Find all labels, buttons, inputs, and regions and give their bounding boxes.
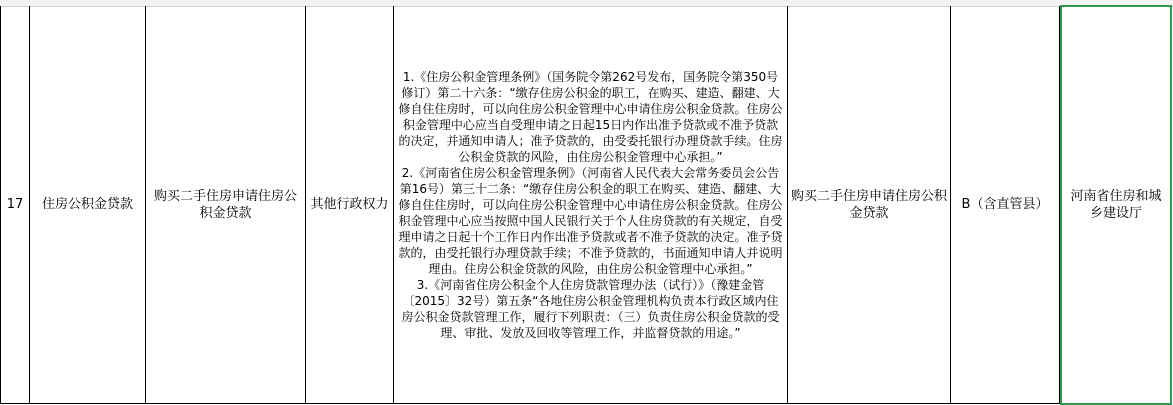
category-text: 住房公积金贷款 (41, 197, 133, 212)
category-cell[interactable] (30, 6, 146, 404)
power-type-text: 其他行政权力 (310, 197, 389, 212)
power-type-cell[interactable] (306, 6, 394, 404)
legal-basis-clause-1: 1.《住房公积金管理条例》（国务院令第262号发布，国务院令第350号修订）第二十六条：“缴存住房公积金的职工，在购买、建造、翻建、大修自住住房时，可以向住房公积金管理中心申请住房公积金贷款。住房公积金管理中心应当自受理申请之日起15日内作出准予贷款或不准予贷款的决定，并通知申请人；准予贷款的，由受委托银行办理贷款手续。住房公积金贷款的风险，由住房公积金管理中心承担。” (398, 69, 783, 164)
legal-basis-clause-2: 2.《河南省住房公积金管理条例》（河南省人民代表大会常务委员会公告第16号）第三十二条：“缴存住房公积金的职工在购买、建造、翻建、大修自住住房时，可以向住房公积金管理中心申请住房公积金贷款。住房公积金管理中心应当按照中国人民银行关于个人住房贷款的有关规定，自受理申请之日起十个工作日内作出准予贷款或者不准予贷款的决定。准予贷款的，由受托银行办理贷款手续；不准予贷款的，书面通知申请人并说明理由。住房公积金贷款的风险，由住房公积金管理中心承担。” (398, 165, 783, 276)
department-cell-selected[interactable] (1060, 5, 1172, 405)
level-cell[interactable] (951, 6, 1060, 404)
sub-item-cell[interactable] (788, 6, 951, 404)
sub-item-text: 购买二手住房申请住房公积金贷款 (791, 188, 948, 221)
row-index-cell[interactable] (0, 6, 30, 404)
level-text: B（含直管县） (961, 197, 1049, 212)
item-name-cell[interactable] (146, 6, 306, 404)
item-name-text: 购买二手住房申请住房公积金贷款 (153, 188, 297, 221)
legal-basis-text (398, 69, 783, 341)
legal-basis-clause-3: 3.《河南省住房公积金个人住房贷款管理办法（试行）》（豫建金管〔2015〕32号）第五条“各地住房公积金管理机构负责本行政区域内住房公积金贷款管理工作，履行下列职责：（三）负责住房公积金贷款的受理、审批、发放及回收等管理工作，并监督贷款的用途。” (401, 277, 780, 340)
department-text: 河南省住房和城乡建设厅 (1070, 189, 1162, 221)
legal-basis-cell[interactable] (394, 6, 788, 404)
row-index: 17 (6, 197, 24, 212)
